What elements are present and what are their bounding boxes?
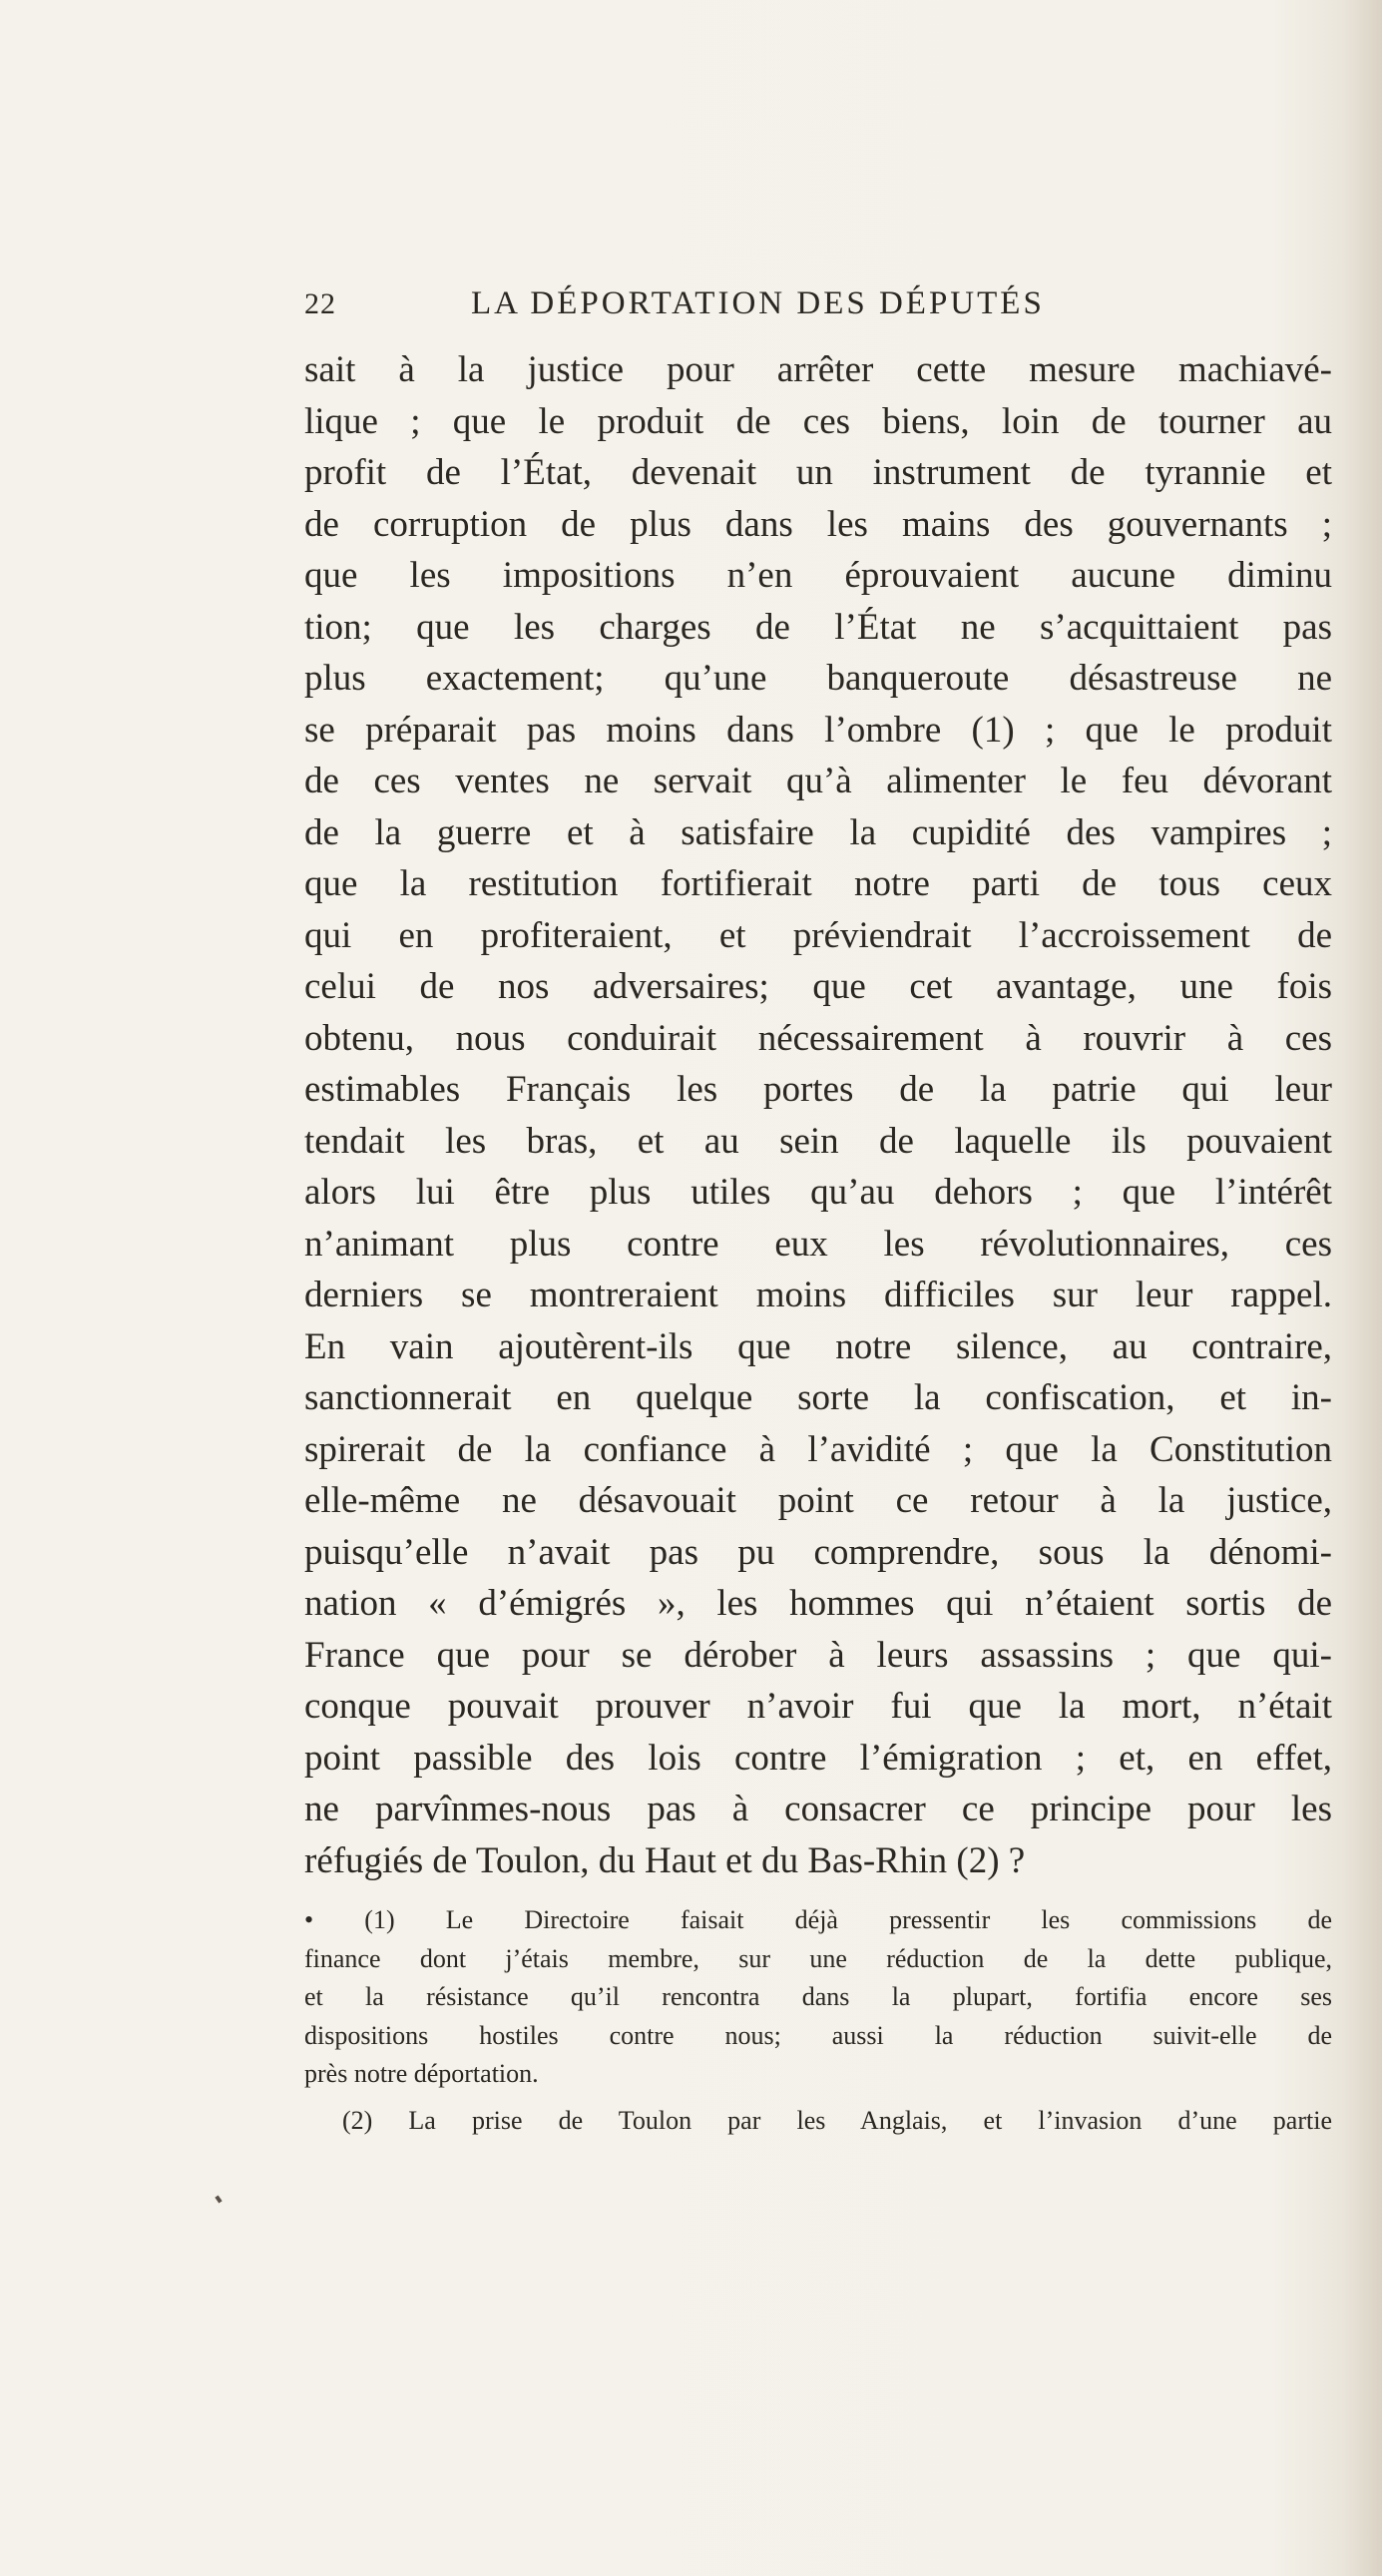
text-line: profit de l’État, devenait un instrument de tyrannie et (304, 452, 1332, 493)
text-line: lique ; que le produit de ces biens, loin de tourner au (304, 400, 1332, 442)
footnote-line: et la résistance qu’il rencontra dans la plupart, fortifia encore ses (304, 1982, 1332, 2011)
text-line: de ces ventes ne servait qu’à alimenter le feu dévorant (304, 761, 1332, 801)
page-number: 22 (304, 287, 336, 320)
ink-mark (215, 2195, 222, 2203)
running-title: LA DÉPORTATION DES DÉPUTÉS (471, 285, 1045, 321)
text-line: conque pouvait prouver n’avoir fui que la mort, n’était (304, 1686, 1332, 1727)
text-line: réfugiés de Toulon, du Haut et du Bas-Rhin (2) ? (304, 1839, 1026, 1881)
text-line: plus exactement; qu’une banqueroute désastreuse ne (304, 658, 1332, 699)
text-line: En vain ajoutèrent-ils que notre silence, au contraire, (304, 1325, 1332, 1367)
footnote-line: (2) La prise de Toulon par les Anglais, et l’invasion d’une partie (342, 2105, 1332, 2135)
text-line: estimables Français les portes de la patrie qui leur (304, 1069, 1332, 1110)
text-line: se préparait pas moins dans l’ombre (1) ; que le produit (304, 709, 1332, 751)
text-line: obtenu, nous conduirait nécessairement à rouvrir à ces (304, 1017, 1332, 1059)
text-line: de corruption de plus dans les mains des gouvernants ; (304, 503, 1332, 545)
footnote-line: • (1) Le Directoire faisait déjà pressentir les commissions de (304, 1905, 1332, 1934)
text-line: que les impositions n’en éprouvaient aucune diminu (304, 555, 1332, 596)
text-line: sait à la justice pour arrêter cette mesure machiavé- (304, 349, 1332, 390)
footnote-line: dispositions hostiles contre nous; aussi la réduction suivit-elle de (304, 2020, 1332, 2050)
text-line: alors lui être plus utiles qu’au dehors ; que l’intérêt (304, 1172, 1332, 1213)
footnote-2 (304, 2102, 1332, 2141)
text-line: spirerait de la confiance à l’avidité ; que la Constitution (304, 1428, 1332, 1470)
text-line: ne parvînmes-nous pas à consacrer ce principe pour les (304, 1789, 1332, 1829)
text-line: sanctionnerait en quelque sorte la confiscation, et in- (304, 1377, 1332, 1418)
text-line: elle-même ne désavouait point ce retour à la justice, (304, 1480, 1332, 1521)
text-line: celui de nos adversaires; que cet avantage, une fois (304, 966, 1332, 1007)
text-line: puisqu’elle n’avait pas pu comprendre, sous la dénomi- (304, 1531, 1332, 1573)
text-line: tion; que les charges de l’État ne s’acquittaient pas (304, 606, 1332, 648)
text-line: France que pour se dérober à leurs assassins ; que qui- (304, 1634, 1332, 1676)
footnotes (304, 1901, 1332, 2140)
text-line: n’animant plus contre eux les révolutionnaires, ces (304, 1223, 1332, 1265)
main-text (304, 344, 1332, 1886)
text-line: nation « d’émigrés », les hommes qui n’étaient sortis de (304, 1583, 1332, 1624)
text-line: que la restitution fortifierait notre parti de tous ceux (304, 863, 1332, 904)
page-header (304, 281, 1332, 331)
text-line: derniers se montreraient moins difficiles sur leur rappel. (304, 1275, 1332, 1315)
text-line: qui en profiteraient, et préviendrait l’accroissement de (304, 914, 1332, 956)
text-line: point passible des lois contre l’émigration ; et, en effet, (304, 1737, 1332, 1779)
footnote-line: finance dont j’étais membre, sur une réduction de la dette publique, (304, 1943, 1332, 1973)
footnote-1 (304, 1901, 1332, 2094)
footnote-line: près notre déportation. (304, 2059, 539, 2088)
text-line: de la guerre et à satisfaire la cupidité des vampires ; (304, 811, 1332, 853)
text-line: tendait les bras, et au sein de laquelle ils pouvaient (304, 1120, 1332, 1162)
